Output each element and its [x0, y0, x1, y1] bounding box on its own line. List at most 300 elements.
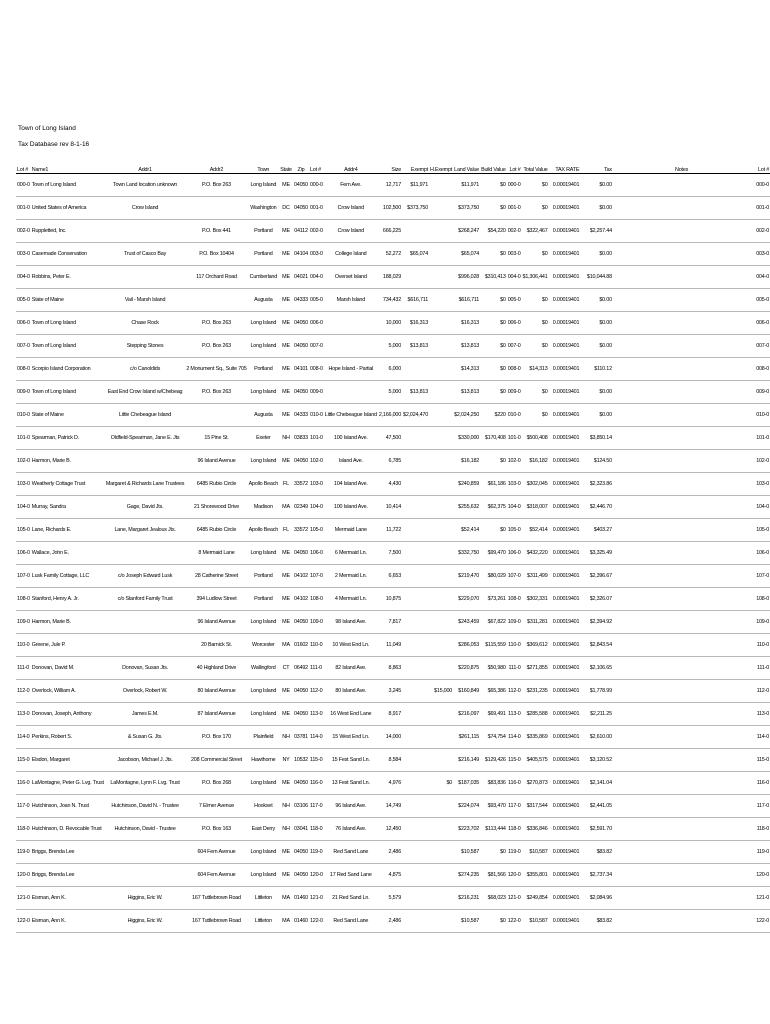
- cell-addr1: Lane, Margaret Jealous Jts.: [105, 519, 186, 542]
- cell-h-exempt: [429, 703, 453, 726]
- cell-land-value: $10,587: [453, 910, 480, 933]
- cell-size: 6,785: [378, 450, 402, 473]
- cell-notes: [613, 634, 750, 657]
- cell-tax: $124.50: [580, 450, 613, 473]
- cell-total-value: $302,331: [522, 588, 549, 611]
- cell-tax-rate: 0.00019401: [549, 243, 581, 266]
- cell-state: MA: [279, 496, 293, 519]
- cell-name1: Weatherly Cottage Trust: [31, 473, 105, 496]
- cell-h-exempt: [429, 266, 453, 289]
- cell-lot-number-3: 119-0: [507, 841, 522, 864]
- cell-zip: 03833: [293, 427, 309, 450]
- cell-h-exempt: [429, 473, 453, 496]
- cell-size: 52,272: [378, 243, 402, 266]
- cell-total-value: $0: [522, 174, 549, 197]
- table-row: [16, 450, 770, 473]
- table-row: [16, 864, 770, 887]
- table-row: [16, 841, 770, 864]
- cell-town: Apollo Beach: [248, 519, 279, 542]
- cell-tax: $2,843.54: [580, 634, 613, 657]
- cell-state: ME: [279, 680, 293, 703]
- cell-build-value: $54,220: [480, 220, 507, 243]
- cell-lot-number-2: 120-0: [309, 864, 324, 887]
- cell-size: 14,749: [378, 795, 402, 818]
- cell-exempt: [402, 634, 429, 657]
- cell-exempt: [402, 749, 429, 772]
- cell-lot-number-3: 009-0: [507, 381, 522, 404]
- cell-size: 2,166,000: [378, 404, 402, 427]
- cell-town: Augusta: [248, 289, 279, 312]
- cell-land-value: $240,859: [453, 473, 480, 496]
- cell-lot-number: 115-0: [16, 749, 31, 772]
- cell-addr2: 8 Mermaid Lane: [185, 542, 247, 565]
- cell-zip: 04050: [293, 197, 309, 220]
- cell-exempt: [402, 519, 429, 542]
- cell-size: 12,450: [378, 818, 402, 841]
- cell-notes: [613, 864, 750, 887]
- cell-exempt: [402, 565, 429, 588]
- cell-lot-number: 114-0: [16, 726, 31, 749]
- table-row: [16, 565, 770, 588]
- cell-h-exempt: [429, 220, 453, 243]
- column-header-lot-number: Lot #: [16, 159, 31, 174]
- cell-lot-number-3: 000-0: [507, 174, 522, 197]
- cell-lot-number-4: 008-0: [750, 358, 770, 381]
- cell-land-value: $216,231: [453, 887, 480, 910]
- cell-lot-number-2: 118-0: [309, 818, 324, 841]
- cell-zip: 01460: [293, 887, 309, 910]
- cell-h-exempt: [429, 588, 453, 611]
- cell-name1: Casemade Conservation: [31, 243, 105, 266]
- cell-build-value: $99,470: [480, 542, 507, 565]
- cell-total-value: $270,873: [522, 772, 549, 795]
- cell-size: 6,653: [378, 565, 402, 588]
- cell-tax: $110.12: [580, 358, 613, 381]
- cell-h-exempt: [429, 450, 453, 473]
- cell-total-value: $317,544: [522, 795, 549, 818]
- cell-lot-number: 101-0: [16, 427, 31, 450]
- cell-notes: [613, 174, 750, 197]
- cell-addr1: [105, 220, 186, 243]
- cell-lot-number-4: 101-0: [750, 427, 770, 450]
- cell-build-value: $83,836: [480, 772, 507, 795]
- cell-tax-rate: 0.00019401: [549, 174, 581, 197]
- cell-addr1: [105, 450, 186, 473]
- cell-state: ME: [279, 358, 293, 381]
- cell-notes: [613, 220, 750, 243]
- cell-lot-number-3: 114-0: [507, 726, 522, 749]
- cell-addr1: Overlock, Robert W.: [105, 680, 186, 703]
- cell-town: Plainfield: [248, 726, 279, 749]
- cell-notes: [613, 703, 750, 726]
- cell-land-value: $11,971: [453, 174, 480, 197]
- cell-state: MA: [279, 910, 293, 933]
- cell-h-exempt: [429, 197, 453, 220]
- cell-town: Hawthorne: [248, 749, 279, 772]
- cell-lot-number-4: 003-0: [750, 243, 770, 266]
- cell-town: Portland: [248, 565, 279, 588]
- cell-tax-rate: 0.00019401: [549, 887, 581, 910]
- cell-state: ME: [279, 611, 293, 634]
- cell-notes: [613, 473, 750, 496]
- cell-name1: Hutchinson, Joan N. Trust: [31, 795, 105, 818]
- cell-lot-number: 001-0: [16, 197, 31, 220]
- cell-total-value: $16,182: [522, 450, 549, 473]
- cell-name1: Harmon, Marie B.: [31, 611, 105, 634]
- cell-addr4: [324, 312, 378, 335]
- cell-zip: 04112: [293, 220, 309, 243]
- column-header-addr1: Addr1: [105, 159, 186, 174]
- cell-town: Wallingford: [248, 657, 279, 680]
- cell-tax-rate: 0.00019401: [549, 795, 581, 818]
- cell-town: Long Island: [248, 864, 279, 887]
- cell-addr2: 87 Island Avenue: [185, 703, 247, 726]
- cell-zip: 04050: [293, 841, 309, 864]
- cell-addr1: Higgins, Eric W.: [105, 910, 186, 933]
- cell-tax-rate: 0.00019401: [549, 841, 581, 864]
- cell-notes: [613, 335, 750, 358]
- header-row: [16, 159, 770, 174]
- cell-h-exempt: [429, 381, 453, 404]
- cell-size: 734,432: [378, 289, 402, 312]
- cell-lot-number-2: 006-0: [309, 312, 324, 335]
- cell-lot-number-4: 116-0: [750, 772, 770, 795]
- cell-lot-number-3: 121-0: [507, 887, 522, 910]
- column-header-exempt: Exempt: [402, 159, 429, 174]
- cell-notes: [613, 887, 750, 910]
- cell-tax: $2,737.34: [580, 864, 613, 887]
- cell-tax-rate: 0.00019401: [549, 473, 581, 496]
- cell-addr4: 100 Island Ave.: [324, 427, 378, 450]
- cell-state: ME: [279, 335, 293, 358]
- cell-state: ME: [279, 841, 293, 864]
- cell-notes: [613, 427, 750, 450]
- cell-lot-number: 000-0: [16, 174, 31, 197]
- cell-name1: Briggs, Brenda Lee: [31, 841, 105, 864]
- cell-state: ME: [279, 404, 293, 427]
- table-row: [16, 818, 770, 841]
- cell-lot-number-2: 116-0: [309, 772, 324, 795]
- cell-tax: $2,610.00: [580, 726, 613, 749]
- cell-zip: 04050: [293, 312, 309, 335]
- cell-lot-number-2: 114-0: [309, 726, 324, 749]
- cell-notes: [613, 910, 750, 933]
- cell-zip: 04050: [293, 450, 309, 473]
- cell-size: 8,917: [378, 703, 402, 726]
- cell-land-value: $286,053: [453, 634, 480, 657]
- cell-zip: 03781: [293, 726, 309, 749]
- cell-town: Hookset: [248, 795, 279, 818]
- cell-size: 10,875: [378, 588, 402, 611]
- cell-lot-number-2: 003-0: [309, 243, 324, 266]
- cell-name1: Eisman, Ann K.: [31, 910, 105, 933]
- cell-zip: 03106: [293, 795, 309, 818]
- cell-build-value: $113,444: [480, 818, 507, 841]
- cell-total-value: $432,220: [522, 542, 549, 565]
- cell-addr2: [185, 289, 247, 312]
- cell-size: 3,245: [378, 680, 402, 703]
- cell-build-value: $0: [480, 335, 507, 358]
- cell-addr4: [324, 381, 378, 404]
- cell-lot-number-3: 001-0: [507, 197, 522, 220]
- cell-zip: 04333: [293, 289, 309, 312]
- table-row: [16, 427, 770, 450]
- cell-exempt: [402, 887, 429, 910]
- cell-build-value: $0: [480, 381, 507, 404]
- cell-addr4: Red Sand Lane: [324, 841, 378, 864]
- cell-addr2: P.O. Box 163: [185, 818, 247, 841]
- cell-addr2: 15 Pine St.: [185, 427, 247, 450]
- table-row: [16, 588, 770, 611]
- cell-total-value: $285,588: [522, 703, 549, 726]
- cell-state: FL: [279, 519, 293, 542]
- cell-zip: 04050: [293, 542, 309, 565]
- cell-tax-rate: 0.00019401: [549, 772, 581, 795]
- cell-state: NH: [279, 795, 293, 818]
- cell-tax-rate: 0.00019401: [549, 634, 581, 657]
- cell-addr2: P.O. Box 263: [185, 335, 247, 358]
- cell-addr4: Island Ave.: [324, 450, 378, 473]
- cell-lot-number: 006-0: [16, 312, 31, 335]
- cell-lot-number: 002-0: [16, 220, 31, 243]
- cell-addr2: 604 Fern Avenue: [185, 841, 247, 864]
- cell-name1: Lane, Richards E.: [31, 519, 105, 542]
- cell-h-exempt: [429, 565, 453, 588]
- column-header-state: State: [279, 159, 293, 174]
- cell-addr1: James E.M.: [105, 703, 186, 726]
- cell-town: Long Island: [248, 772, 279, 795]
- cell-tax-rate: 0.00019401: [549, 588, 581, 611]
- cell-tax-rate: 0.00019401: [549, 335, 581, 358]
- cell-size: 5,000: [378, 381, 402, 404]
- cell-name1: State of Maine: [31, 289, 105, 312]
- cell-addr2: 96 Island Avenue: [185, 611, 247, 634]
- column-header-tax: Tax: [580, 159, 613, 174]
- cell-addr2: 40 Highland Drive: [185, 657, 247, 680]
- cell-town: Portland: [248, 588, 279, 611]
- cell-lot-number-2: 101-0: [309, 427, 324, 450]
- cell-tax-rate: 0.00019401: [549, 358, 581, 381]
- table-row: [16, 473, 770, 496]
- cell-h-exempt: [429, 611, 453, 634]
- column-header-lot-number-4: Lot #: [750, 159, 770, 174]
- cell-addr2: P.O. Box 263: [185, 174, 247, 197]
- cell-tax: $2,323.86: [580, 473, 613, 496]
- cell-tax: $3,120.52: [580, 749, 613, 772]
- cell-tax-rate: 0.00019401: [549, 381, 581, 404]
- cell-size: 2,486: [378, 841, 402, 864]
- cell-addr1: Hutchinson, David N. - Trustee: [105, 795, 186, 818]
- cell-h-exempt: [429, 795, 453, 818]
- cell-size: 4,430: [378, 473, 402, 496]
- tax-database-table: [16, 159, 770, 933]
- table-row: [16, 634, 770, 657]
- table-row: [16, 680, 770, 703]
- cell-name1: Hutchinson, D. Revocable Trust: [31, 818, 105, 841]
- cell-town: Long Island: [248, 542, 279, 565]
- column-header-tax-rate: TAX RATE: [549, 159, 581, 174]
- cell-lot-number-4: 113-0: [750, 703, 770, 726]
- cell-lot-number-2: 122-0: [309, 910, 324, 933]
- cell-exempt: [402, 910, 429, 933]
- cell-tax: $0.00: [580, 404, 613, 427]
- cell-zip: 04021: [293, 266, 309, 289]
- table-row: [16, 496, 770, 519]
- cell-lot-number-2: 000-0: [309, 174, 324, 197]
- cell-lot-number-3: 106-0: [507, 542, 522, 565]
- cell-lot-number-3: 110-0: [507, 634, 522, 657]
- cell-name1: Stanford, Henry A. Jr.: [31, 588, 105, 611]
- cell-tax-rate: 0.00019401: [549, 611, 581, 634]
- cell-tax: $0.00: [580, 335, 613, 358]
- table-row: [16, 220, 770, 243]
- cell-town: Exeter: [248, 427, 279, 450]
- cell-build-value: $0: [480, 197, 507, 220]
- cell-tax: $0.00: [580, 197, 613, 220]
- cell-h-exempt: [429, 519, 453, 542]
- cell-lot-number-4: 104-0: [750, 496, 770, 519]
- cell-exempt: [402, 450, 429, 473]
- cell-name1: Donovan, Joseph, Anthony: [31, 703, 105, 726]
- cell-exempt: [402, 220, 429, 243]
- cell-exempt: [402, 542, 429, 565]
- cell-addr1: Crow Island: [105, 197, 186, 220]
- cell-town: Worcester: [248, 634, 279, 657]
- cell-lot-number: 010-0: [16, 404, 31, 427]
- cell-addr2: 6485 Rubio Circle: [185, 473, 247, 496]
- cell-zip: 04050: [293, 335, 309, 358]
- cell-addr4: College Island: [324, 243, 378, 266]
- cell-total-value: $0: [522, 335, 549, 358]
- cell-total-value: $335,869: [522, 726, 549, 749]
- cell-build-value: $62,375: [480, 496, 507, 519]
- cell-lot-number-3: 116-0: [507, 772, 522, 795]
- cell-exempt: $13,813: [402, 381, 429, 404]
- cell-addr4: 96 Island Ave.: [324, 795, 378, 818]
- column-header-land-value: Land Value: [453, 159, 480, 174]
- cell-build-value: $65,386: [480, 680, 507, 703]
- cell-h-exempt: [429, 312, 453, 335]
- cell-town: Washington: [248, 197, 279, 220]
- cell-addr1: [105, 611, 186, 634]
- cell-lot-number-4: 004-0: [750, 266, 770, 289]
- table-row: [16, 910, 770, 933]
- cell-total-value: $249,854: [522, 887, 549, 910]
- cell-addr4: 6 Mermaid Ln.: [324, 542, 378, 565]
- cell-zip: 04102: [293, 565, 309, 588]
- cell-tax-rate: 0.00019401: [549, 864, 581, 887]
- cell-tax: $0.00: [580, 243, 613, 266]
- cell-addr4: 17 Red Sand Lane: [324, 864, 378, 887]
- cell-lot-number-4: 112-0: [750, 680, 770, 703]
- cell-lot-number-4: 109-0: [750, 611, 770, 634]
- cell-addr2: 117 Orchard Road: [185, 266, 247, 289]
- table-row: [16, 887, 770, 910]
- cell-h-exempt: $0: [429, 772, 453, 795]
- cell-state: NH: [279, 726, 293, 749]
- cell-exempt: [402, 703, 429, 726]
- cell-lot-number-3: 007-0: [507, 335, 522, 358]
- cell-addr1: Jacobson, Michael J. Jts.: [105, 749, 186, 772]
- cell-zip: 04050: [293, 864, 309, 887]
- cell-zip: 33572: [293, 473, 309, 496]
- cell-size: 6,000: [378, 358, 402, 381]
- cell-state: ME: [279, 174, 293, 197]
- cell-build-value: $220: [480, 404, 507, 427]
- cell-notes: [613, 542, 750, 565]
- cell-zip: 04050: [293, 703, 309, 726]
- cell-land-value: $216,149: [453, 749, 480, 772]
- cell-lot-number-3: 006-0: [507, 312, 522, 335]
- cell-land-value: $223,702: [453, 818, 480, 841]
- cell-lot-number-3: 003-0: [507, 243, 522, 266]
- cell-lot-number-4: 107-0: [750, 565, 770, 588]
- cell-addr4: Mermaid Lane: [324, 519, 378, 542]
- cell-lot-number: 008-0: [16, 358, 31, 381]
- cell-lot-number-2: 112-0: [309, 680, 324, 703]
- cell-lot-number-3: 120-0: [507, 864, 522, 887]
- cell-total-value: $10,587: [522, 841, 549, 864]
- cell-exempt: $616,711: [402, 289, 429, 312]
- cell-lot-number-3: 102-0: [507, 450, 522, 473]
- cell-total-value: $311,499: [522, 565, 549, 588]
- cell-lot-number-3: 115-0: [507, 749, 522, 772]
- cell-addr1: Chase Rock: [105, 312, 186, 335]
- cell-h-exempt: [429, 818, 453, 841]
- cell-zip: 10532: [293, 749, 309, 772]
- cell-addr1: c/o Canoldids: [105, 358, 186, 381]
- cell-lot-number-3: 113-0: [507, 703, 522, 726]
- cell-notes: [613, 289, 750, 312]
- cell-lot-number-3: 107-0: [507, 565, 522, 588]
- cell-state: NY: [279, 749, 293, 772]
- cell-addr1: Stepping Stones: [105, 335, 186, 358]
- cell-build-value: $0: [480, 312, 507, 335]
- cell-total-value: $405,575: [522, 749, 549, 772]
- cell-addr2: 604 Fern Avenue: [185, 864, 247, 887]
- cell-state: ME: [279, 703, 293, 726]
- cell-addr1: Vail - Marsh Island: [105, 289, 186, 312]
- cell-state: MA: [279, 887, 293, 910]
- cell-addr2: P.O. Box 263: [185, 312, 247, 335]
- cell-exempt: [402, 841, 429, 864]
- cell-h-exempt: [429, 174, 453, 197]
- cell-lot-number-4: 122-0: [750, 910, 770, 933]
- cell-tax-rate: 0.00019401: [549, 197, 581, 220]
- cell-lot-number: 120-0: [16, 864, 31, 887]
- cell-lot-number-2: 010-0: [309, 404, 324, 427]
- cell-land-value: $16,313: [453, 312, 480, 335]
- cell-tax-rate: 0.00019401: [549, 519, 581, 542]
- cell-addr4: Little Chebeague Island: [324, 404, 378, 427]
- cell-size: 10,000: [378, 312, 402, 335]
- cell-addr4: 15 West End Ln.: [324, 726, 378, 749]
- cell-total-value: $0: [522, 404, 549, 427]
- cell-exempt: [402, 680, 429, 703]
- cell-zip: 04050: [293, 381, 309, 404]
- cell-lot-number-3: 002-0: [507, 220, 522, 243]
- cell-size: 8,584: [378, 749, 402, 772]
- cell-tax-rate: 0.00019401: [549, 657, 581, 680]
- cell-total-value: $500,408: [522, 427, 549, 450]
- cell-tax: $83.82: [580, 841, 613, 864]
- cell-name1: Wallace, John E.: [31, 542, 105, 565]
- cell-size: 4,875: [378, 864, 402, 887]
- cell-addr1: [105, 841, 186, 864]
- cell-lot-number-3: 118-0: [507, 818, 522, 841]
- cell-lot-number: 117-0: [16, 795, 31, 818]
- cell-lot-number: 116-0: [16, 772, 31, 795]
